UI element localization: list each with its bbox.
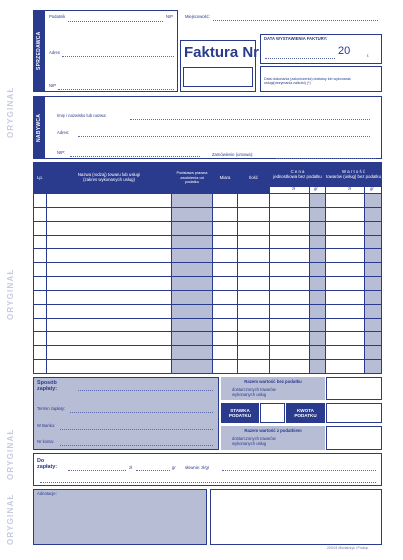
buyer-address-line[interactable] — [78, 136, 370, 137]
due-words-line-2[interactable] — [40, 482, 376, 483]
tax-rate-header: STAWKA PODATKU — [221, 403, 259, 423]
price-subheader-line — [270, 186, 381, 187]
total-gross-words-2: wykonanych usług — [232, 441, 267, 446]
payment-bank-label: W Banku: — [37, 423, 56, 428]
invoice-number-field[interactable] — [183, 67, 253, 87]
table-row-line — [34, 318, 381, 319]
order-line[interactable] — [276, 158, 376, 159]
total-gross-value[interactable] — [326, 426, 382, 450]
buyer-name-label: Imię i nazwisko lub nazwa: — [57, 113, 107, 118]
place-line[interactable] — [213, 20, 378, 21]
watermark-original-1: ORYGINAŁ — [6, 86, 15, 138]
table-row-line — [34, 345, 381, 346]
total-net-words-2: wykonanych usług — [232, 392, 267, 397]
due-label: Do zapłaty: — [37, 458, 58, 470]
buyer-nip-label: NIP: — [57, 150, 66, 155]
invoice-title: Faktura Nr — [184, 44, 260, 61]
table-row-line — [34, 235, 381, 236]
due-zl-unit: zł — [129, 465, 133, 470]
watermark-original-3: ORYGINAŁ — [6, 428, 15, 480]
due-gr-unit: gr — [172, 465, 176, 470]
issue-date-label: DATA WYSTAWIENIA FAKTURY: — [264, 36, 328, 41]
seller-name-label: Podatnik — [49, 14, 66, 19]
col-unit-header: Miara — [213, 163, 237, 193]
seller-address-line[interactable] — [62, 56, 174, 57]
seller-nip-top-label: NIP — [166, 14, 173, 19]
notes-box[interactable] — [33, 489, 207, 545]
col-divider — [269, 163, 270, 374]
price-zl-label: zł — [292, 186, 296, 191]
due-words-label: słownie: zł/gr — [185, 465, 210, 470]
col-lp-header: Lp. — [34, 163, 46, 193]
payment-account-label: Nr konta: — [37, 439, 54, 444]
col-value-title: W a r t o ś ć — [342, 168, 365, 174]
table-row-line — [34, 290, 381, 291]
seller-tab: SPRZEDAWCA — [33, 10, 45, 92]
seller-name-line[interactable] — [68, 21, 163, 22]
buyer-name-line[interactable] — [130, 119, 370, 120]
total-gross-label: Razem wartość z podatkiem — [244, 427, 302, 433]
table-row-line — [34, 276, 381, 277]
price-gr-label: gr — [314, 186, 318, 191]
due-words-line[interactable] — [222, 470, 376, 471]
payment-method-line[interactable] — [78, 390, 213, 391]
total-net-words-1: dostarczonych towarów — [232, 387, 276, 392]
seller-nip-label: NIP — [49, 83, 56, 88]
seller-address-label: Adres — [49, 50, 60, 55]
due-gr-line[interactable] — [136, 470, 170, 471]
payment-method-label: Sposób zapłaty: — [37, 380, 58, 392]
table-row-line — [34, 359, 381, 360]
table-row-line — [34, 207, 381, 208]
total-gross-words-1: dostarczonych towarów — [232, 436, 276, 441]
buyer-box — [33, 96, 382, 159]
watermark-original-2: ORYGINAŁ — [6, 268, 15, 320]
col-price-sub: jednostkowa bez podatku — [273, 173, 322, 179]
issue-date-suffix: r. — [367, 53, 370, 58]
issue-date-line[interactable] — [265, 58, 335, 59]
footer-code: 200/24 Michalczyk i Prokop — [327, 546, 369, 550]
notes-label: Adnotacje: — [37, 491, 57, 496]
order-label: Zamówienie (umowa): — [212, 152, 254, 157]
col-divider — [237, 163, 238, 374]
table-row-line — [34, 331, 381, 332]
col-qty-header: Ilość — [238, 163, 269, 193]
col-name-sub: (zakres wykonanych usług) — [83, 177, 135, 182]
place-label: Miejscowość: — [185, 14, 210, 19]
col-divider — [46, 163, 47, 374]
col-price-title: C e n a — [290, 168, 305, 174]
total-net-value[interactable] — [326, 377, 382, 400]
value-zl-label: zł — [348, 186, 352, 191]
col-basis-header: Podstawa prawna zwolnienia od podatku — [172, 163, 212, 193]
tax-amount-field[interactable] — [326, 403, 382, 423]
signature-box[interactable] — [210, 489, 382, 545]
due-zl-line[interactable] — [68, 470, 126, 471]
table-row-line — [34, 304, 381, 305]
col-price-header — [270, 163, 325, 186]
issue-date-century: 20 — [338, 45, 351, 57]
col-name-header — [47, 163, 171, 193]
watermark-column — [0, 0, 33, 560]
tax-rate-field[interactable] — [260, 403, 285, 423]
table-row-line — [34, 248, 381, 249]
buyer-nip-line[interactable] — [70, 156, 200, 157]
delivery-date-label: Data dokonania (zakończenia) dostawy lub wykonania usługi(otrzymania zaliczki) (*) — [264, 77, 351, 85]
buyer-address-label: Adres: — [57, 130, 70, 135]
total-net-label: Razem wartość bez podatku — [244, 378, 302, 384]
seller-nip-line[interactable] — [58, 89, 174, 90]
table-row-line — [34, 262, 381, 263]
table-row-line — [34, 193, 381, 194]
tax-amount-header: KWOTA PODATKU — [286, 403, 325, 423]
table-row-line — [34, 373, 381, 374]
payment-bank-line[interactable] — [60, 429, 213, 430]
col-divider — [171, 163, 172, 374]
col-value-sub: towarów (usług) bez podatku — [326, 173, 381, 179]
value-gr-label: gr — [370, 186, 374, 191]
watermark-original-4: ORYGINAŁ — [6, 493, 15, 545]
payment-deadline-label: Termin zapłaty: — [37, 406, 66, 411]
buyer-tab: NABYWCA — [33, 96, 45, 159]
col-divider — [212, 163, 213, 374]
payment-account-line[interactable] — [60, 445, 213, 446]
col-name-title: Nazwa (rodzaj) towaru lub usługi — [77, 172, 141, 178]
table-row-line — [34, 221, 381, 222]
col-value-header — [326, 163, 381, 186]
col-divider — [325, 163, 326, 374]
payment-deadline-line[interactable] — [70, 412, 213, 413]
